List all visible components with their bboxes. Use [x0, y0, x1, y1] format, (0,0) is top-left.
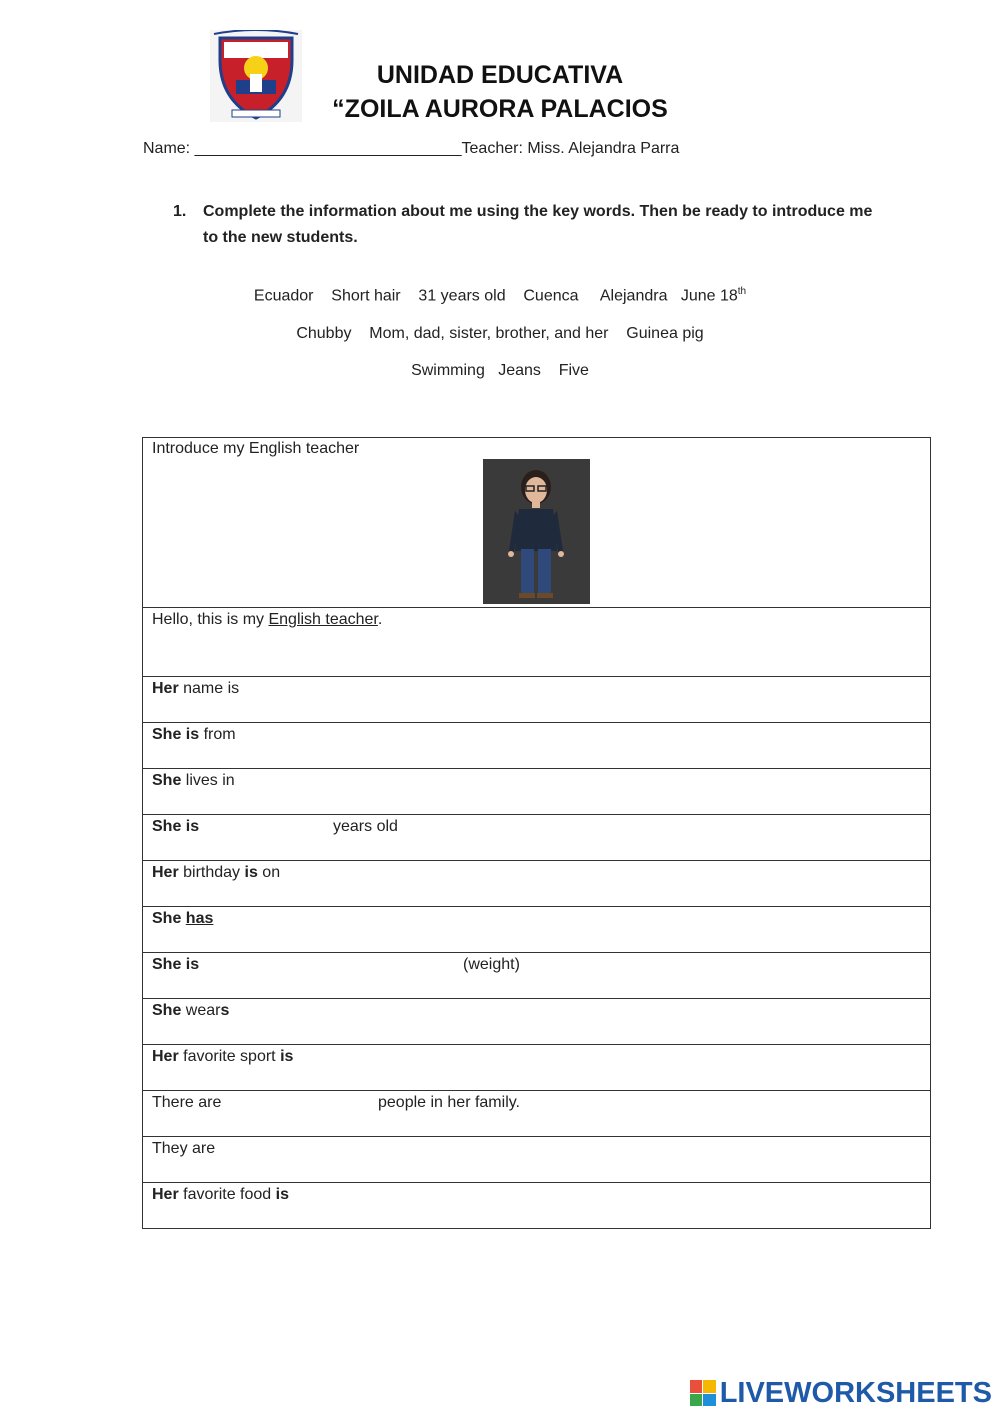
- row-bold: She is: [152, 726, 200, 743]
- row-bold: Her: [152, 1186, 179, 1203]
- key-word: Jeans: [498, 362, 541, 379]
- row-text: wear: [181, 1002, 221, 1019]
- teacher-info-table: [142, 437, 931, 1229]
- key-word: Guinea pig: [626, 325, 704, 342]
- row-text-2: on: [257, 864, 281, 881]
- liveworksheets-brand: [690, 1375, 992, 1411]
- row-bold-2: s: [220, 1002, 230, 1019]
- table-row: [143, 438, 931, 608]
- table-row: [143, 1183, 931, 1229]
- name-blank[interactable]: ______________________________: [194, 140, 462, 157]
- row-bold: Her: [152, 864, 179, 881]
- hello-cell[interactable]: [143, 608, 931, 677]
- instruction-text: Complete the information about me using the key words. Then be ready to introduce me to the new students.: [203, 203, 873, 246]
- row-bold-2: is: [244, 864, 258, 881]
- answer-cell-family-members[interactable]: [143, 1137, 931, 1183]
- hello-before: Hello, this is my: [152, 611, 269, 628]
- table-row: [143, 861, 931, 907]
- key-word: Short hair: [331, 287, 401, 305]
- table-row: [143, 1091, 931, 1137]
- table-row: [143, 907, 931, 953]
- row-text: favorite sport: [178, 1048, 281, 1065]
- answer-cell-has[interactable]: [143, 907, 931, 953]
- key-word: Chubby: [296, 325, 352, 342]
- row-text: birthday: [178, 864, 245, 881]
- row-text: They are: [152, 1140, 216, 1157]
- answer-cell-lives[interactable]: [143, 769, 931, 815]
- row-bold: She: [152, 1002, 182, 1019]
- name-teacher-line: [143, 140, 679, 158]
- table-row: [143, 1137, 931, 1183]
- answer-cell-age[interactable]: [143, 815, 931, 861]
- key-word: Swimming: [411, 362, 485, 379]
- row-bold: Her: [152, 680, 179, 697]
- table-row: [143, 723, 931, 769]
- key-words-row-3: [0, 362, 1000, 380]
- school-crest-logo: [210, 30, 302, 122]
- answer-cell-name[interactable]: [143, 677, 931, 723]
- row-text: lives in: [181, 772, 235, 789]
- intro-label: Introduce my English teacher: [152, 440, 360, 457]
- key-word-superscript: th: [737, 286, 747, 297]
- teacher-label: Teacher: Miss. Alejandra Parra: [461, 140, 680, 157]
- school-title: [300, 58, 700, 126]
- key-word: Mom, dad, sister, brother, and her: [369, 325, 609, 342]
- row-tail: people in her family.: [378, 1094, 520, 1111]
- row-bold: She: [152, 910, 182, 927]
- answer-cell-sport[interactable]: [143, 1045, 931, 1091]
- answer-cell-family-count[interactable]: [143, 1091, 931, 1137]
- intro-cell: [143, 438, 931, 608]
- key-word: Five: [558, 362, 589, 379]
- key-words-row-1: [0, 286, 1000, 305]
- table-row: [143, 815, 931, 861]
- row-tail: (weight): [463, 956, 520, 973]
- table-row: [143, 608, 931, 677]
- row-text: name is: [178, 680, 240, 697]
- key-word: Cuenca: [523, 287, 579, 305]
- key-word: June 18: [680, 287, 738, 305]
- name-label: Name:: [143, 140, 195, 157]
- table-row: [143, 769, 931, 815]
- hello-underlined: English teacher: [268, 611, 378, 628]
- answer-cell-birthday[interactable]: [143, 861, 931, 907]
- table-row: [143, 677, 931, 723]
- answer-cell-food[interactable]: [143, 1183, 931, 1229]
- row-bold: She: [152, 772, 182, 789]
- answer-cell-from[interactable]: [143, 723, 931, 769]
- row-text: favorite food: [178, 1186, 276, 1203]
- key-word: Alejandra: [599, 287, 668, 305]
- teacher-avatar-image: [483, 459, 590, 604]
- school-title-line1: UNIDAD EDUCATIVA: [376, 61, 624, 89]
- table-row: [143, 953, 931, 999]
- row-tail: years old: [333, 818, 398, 835]
- answer-cell-weight[interactable]: [143, 953, 931, 999]
- row-bold-2: is: [275, 1186, 289, 1203]
- liveworksheets-wordmark: LIVEWORKSHEETS: [719, 1376, 992, 1409]
- table-row: [143, 1045, 931, 1091]
- row-text: There are: [152, 1094, 222, 1111]
- hello-after: .: [377, 611, 383, 628]
- row-bold-2: is: [280, 1048, 294, 1065]
- row-underlined: has: [185, 910, 214, 927]
- key-words-row-2: [0, 325, 1000, 343]
- liveworksheets-logo-icon: [690, 1380, 716, 1406]
- row-bold: Her: [152, 1048, 179, 1065]
- key-word: 31 years old: [418, 287, 506, 305]
- instruction-number: 1.: [173, 203, 187, 220]
- school-title-line2: “ZOILA AURORA PALACIOS: [332, 95, 668, 123]
- table-row: [143, 999, 931, 1045]
- row-text: from: [199, 726, 236, 743]
- key-word: Ecuador: [253, 287, 314, 305]
- row-bold: She is: [152, 818, 200, 835]
- row-bold: She is: [152, 956, 200, 973]
- answer-cell-wears[interactable]: [143, 999, 931, 1045]
